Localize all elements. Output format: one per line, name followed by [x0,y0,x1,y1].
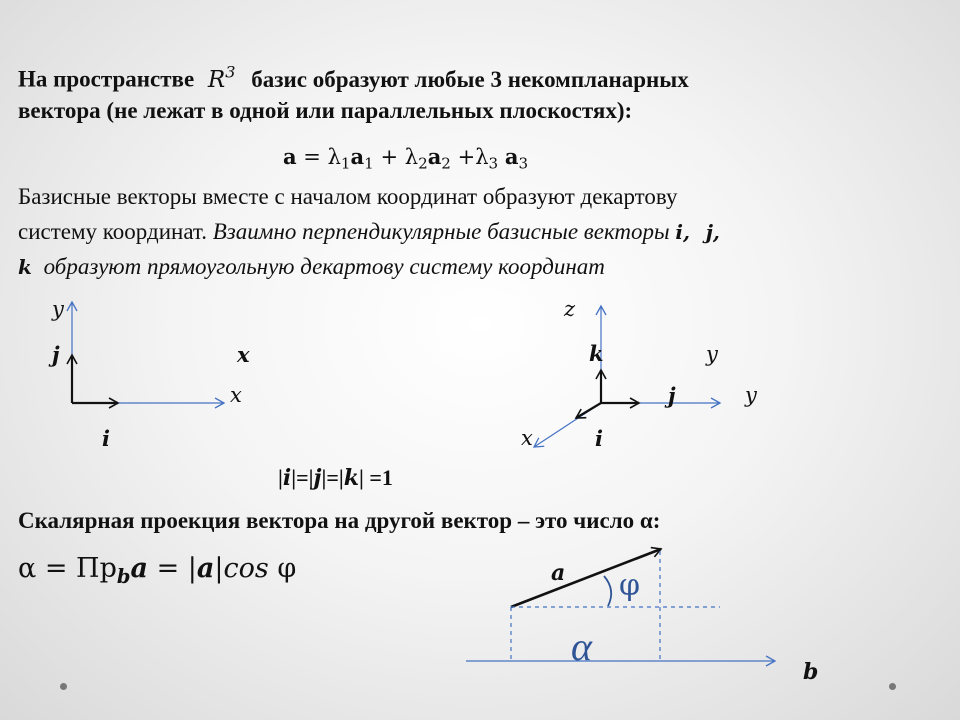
3d-axis-y-label: y [745,383,757,407]
intro-text-after: базис образуют любые 3 некомпланарных [251,66,689,92]
cartesian-line-1: Базисные векторы вместе с началом координат образуют декартову [18,184,678,209]
norm-equality: |i|=|j|=|k| =1 [278,465,393,491]
3d-axis-x-label: x [521,426,533,450]
corner-dot-right [889,683,896,690]
intro-line-2: вектора (не лежат в одной или параллельных плоскостях): [18,98,633,123]
3d-i-label: i [595,426,603,451]
2d-i-label: i [102,426,110,451]
angle-arc [604,576,611,606]
basis-formula: $a = \lambda_1a_1 + \lambda_2a_2 +\lambda_3$ $a_3$ [283,144,529,173]
3d-axis-z-label: z [564,297,576,321]
cartesian-line-3: k образуют прямоугольную декартову систему координат [18,254,605,279]
cartesian-line-2: систему координат. Взаимно перпендикулярные базисные векторы i, j, [18,219,720,244]
hand-phi-label: φ [619,568,641,603]
2d-axis-x-label: x [230,383,242,407]
projection-a-label: a [551,560,566,586]
projection-heading: Скалярная проекция вектора на другой вектор – это число α: [18,508,661,533]
corner-dot-left [60,683,67,690]
2d-x-bold-label: x [237,342,250,367]
3d-j-label: j [668,383,676,408]
hand-alpha-label: α [571,624,592,669]
2d-j-label: j [52,342,60,367]
space-symbol: $R^3$ [207,62,236,93]
projection-b-label: b [803,659,819,685]
projection-formula: $\alpha = Пр_ba = |a|\cos$ φ [18,553,297,588]
2d-axis-y-label: y [52,297,64,321]
3d-i-vector [576,403,601,418]
intro-text-before: На пространстве [18,66,195,92]
3d-k-label: k [589,341,604,366]
3d-axis-y-top-label: y [706,342,718,366]
